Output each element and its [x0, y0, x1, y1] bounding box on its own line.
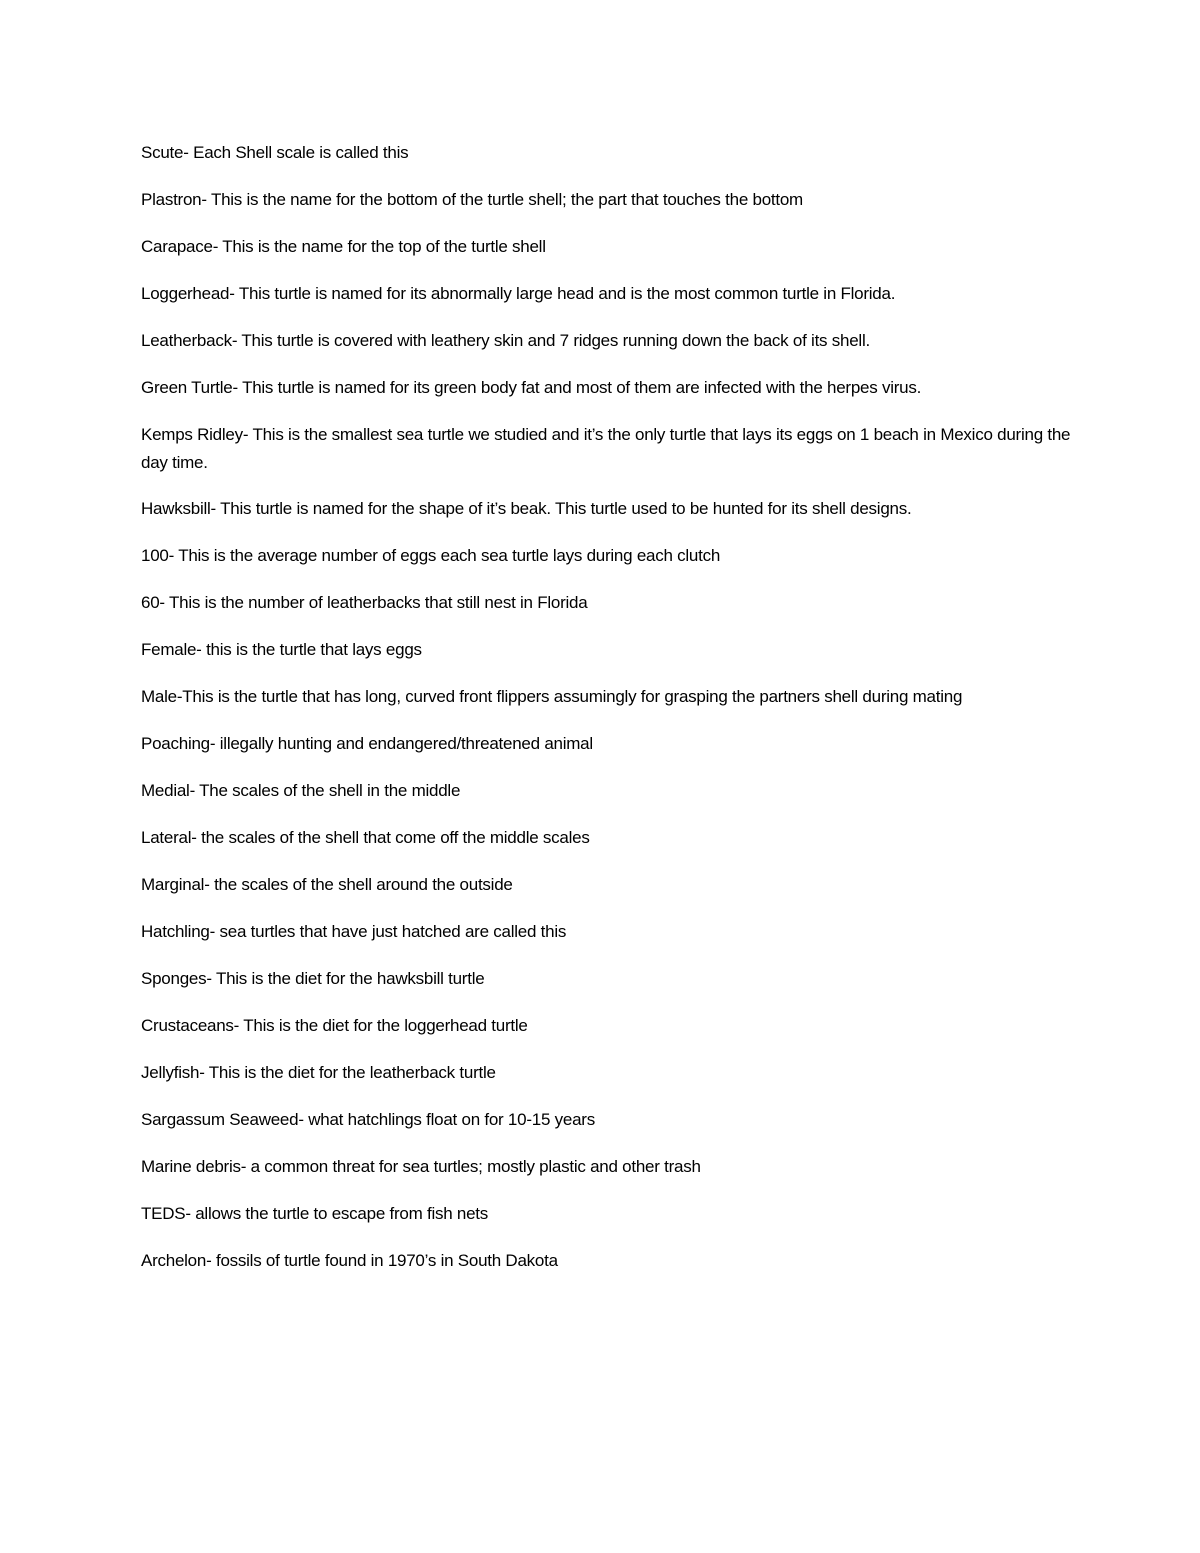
vocab-entry-poaching: Poaching- illegally hunting and endangered/threatened animal: [141, 734, 593, 753]
vocab-entry-hawksbill: Hawksbill- This turtle is named for the shape of it’s beak. This turtle used to be hunted for its shell designs.: [141, 499, 912, 518]
vocab-entry-sponges: Sponges- This is the diet for the hawksbill turtle: [141, 969, 485, 988]
vocab-entry-green-turtle: Green Turtle- This turtle is named for its green body fat and most of them are infected with the herpes virus.: [141, 378, 922, 397]
vocab-entry-male: Male-This is the turtle that has long, curved front flippers assumingly for grasping the partners shell during mating: [141, 687, 963, 706]
vocab-entry-sargassum-seaweed: Sargassum Seaweed- what hatchlings float on for 10-15 years: [141, 1110, 595, 1129]
vocab-entry-kemps-ridley: Kemps Ridley- This is the smallest sea turtle we studied and it’s the only turtle that lays its eggs on 1 beach in Mexico during the day time.: [141, 425, 1071, 472]
vocab-entry-teds: TEDS- allows the turtle to escape from fish nets: [141, 1204, 489, 1223]
vocab-entry-marine-debris: Marine debris- a common threat for sea turtles; mostly plastic and other trash: [141, 1157, 701, 1176]
vocab-entry-carapace: Carapace- This is the name for the top of the turtle shell: [141, 237, 546, 256]
vocab-entry-plastron: Plastron- This is the name for the bottom of the turtle shell; the part that touches the bottom: [141, 190, 803, 209]
vocab-entry-loggerhead: Loggerhead- This turtle is named for its abnormally large head and is the most common turtle in Florida.: [141, 284, 896, 303]
vocabulary-list: [141, 139, 1071, 1294]
vocab-entry-marginal: Marginal- the scales of the shell around the outside: [141, 875, 513, 894]
vocab-entry-60: 60- This is the number of leatherbacks that still nest in Florida: [141, 593, 588, 612]
vocab-entry-crustaceans: Crustaceans- This is the diet for the loggerhead turtle: [141, 1016, 528, 1035]
vocab-entry-hatchling: Hatchling- sea turtles that have just hatched are called this: [141, 922, 567, 941]
vocab-entry-medial: Medial- The scales of the shell in the middle: [141, 781, 461, 800]
vocab-entry-100: 100- This is the average number of eggs each sea turtle lays during each clutch: [141, 546, 721, 565]
vocab-entry-lateral: Lateral- the scales of the shell that come off the middle scales: [141, 828, 590, 847]
vocab-entry-jellyfish: Jellyfish- This is the diet for the leatherback turtle: [141, 1063, 496, 1082]
vocab-entry-archelon: Archelon- fossils of turtle found in 1970’s in South Dakota: [141, 1251, 558, 1270]
vocab-entry-leatherback: Leatherback- This turtle is covered with leathery skin and 7 ridges running down the back of its shell.: [141, 331, 870, 350]
vocab-entry-scute: Scute- Each Shell scale is called this: [141, 143, 409, 162]
vocab-entry-female: Female- this is the turtle that lays eggs: [141, 640, 422, 659]
